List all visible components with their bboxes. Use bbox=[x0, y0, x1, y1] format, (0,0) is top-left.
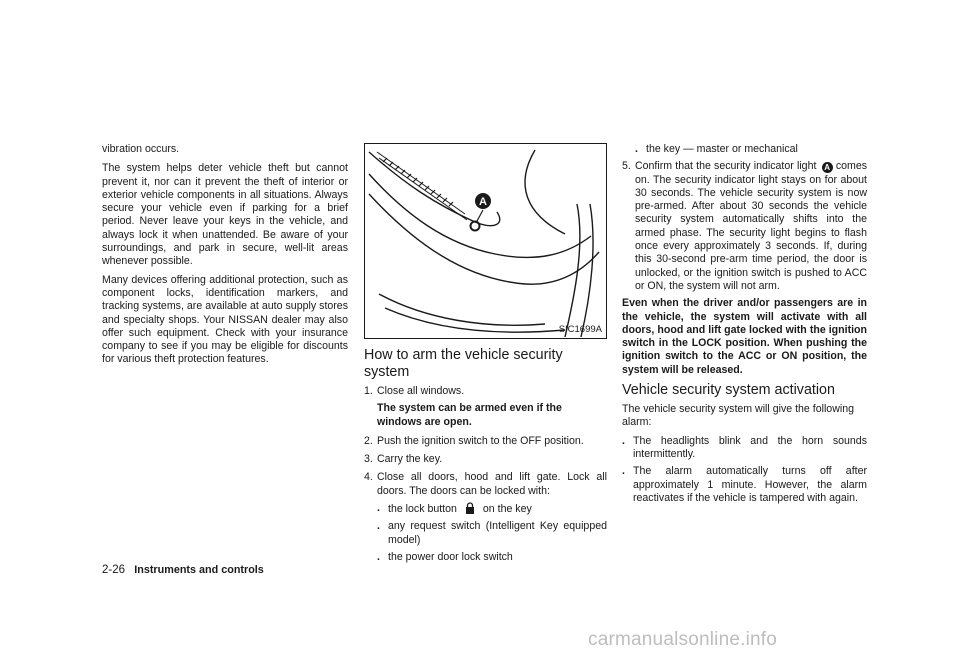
middle-column bbox=[364, 143, 607, 568]
step-1: 1. Close all windows. bbox=[364, 385, 465, 397]
indicator-light bbox=[471, 222, 480, 231]
list-item: . the key — master or mechanical bbox=[635, 143, 798, 155]
list-item: . the lock button on the key bbox=[377, 502, 532, 516]
list-item: . the power door lock switch bbox=[377, 550, 513, 563]
list-item: . The headlights blink and the horn sounds intermittently. bbox=[622, 434, 867, 460]
callout-label: A bbox=[479, 196, 487, 208]
right-column bbox=[622, 143, 867, 509]
paragraph-deterrence: The system helps deter vehicle theft but cannot prevent it, nor can it prevent the theft of interior or exterior vehicle components in all situations. Always secure your vehicle even if parking for a brief period. Never leave your keys in the vehicle, and always lock it when unattended. Be aware of your surroundings, and park in secure, well-lit areas whenever possible. bbox=[102, 162, 348, 268]
page-footer bbox=[102, 564, 264, 576]
figure-code: SIC1699A bbox=[558, 323, 602, 335]
list-item: . The alarm automatically turns off after approximately 1 minute. However, the alarm reactivates if the vehicle is tampered with again. bbox=[622, 465, 867, 504]
lock-icon bbox=[463, 502, 477, 514]
activation-warning: Even when the driver and/or passengers are in the vehicle, the system will activate with all doors, hood and lift gate locked with the ignition switch in the LOCK position. When pushing the ignition switch to the ACC or ON position, the system will be released. bbox=[622, 297, 867, 376]
step-2: 2. Push the ignition switch to the OFF position. bbox=[364, 434, 584, 447]
dashboard-illustration bbox=[365, 144, 605, 337]
arm-section-heading: How to arm the vehicle security system bbox=[364, 347, 563, 380]
left-column bbox=[102, 143, 348, 372]
list-item: . any request switch (Intelligent Key equipped model) bbox=[377, 520, 607, 546]
activation-intro: The vehicle security system will give the following alarm: bbox=[622, 403, 854, 429]
watermark: carmanualsonline.info bbox=[588, 629, 778, 650]
paragraph-continuation: vibration occurs. bbox=[102, 143, 180, 155]
step-5: 5. Confirm that the security indicator light A comes on. The security indicator light stays on for about 30 seconds. The vehicle security system is now pre-armed. After about 30 seconds the vehicle security system automatically shifts into the armed phase. The security light begins to flash once every approximately 3 seconds. If, during this 30-second pre-arm time period, the door is unlocked, or the ignition switch is pushed to ACC or ON, the system will not arm. bbox=[622, 160, 868, 292]
activation-section-heading: Vehicle security system activation bbox=[622, 382, 835, 399]
callout-a-badge: A bbox=[822, 162, 833, 173]
page-number: 2-26 bbox=[102, 564, 126, 576]
step-4: 4. Close all doors, hood and lift gate. Lock all doors. The doors can be locked with: bbox=[364, 471, 607, 497]
security-indicator-figure bbox=[364, 143, 607, 339]
step-3: 3. Carry the key. bbox=[364, 453, 443, 466]
paragraph-devices: Many devices offering additional protection, such as component locks, identification markers, and tracking systems, are available at auto supply stores and specialty shops. Your NISSAN dealer may also offer such equipment. Check with your insurance company to see if you may be eligible for discounts for various theft protection features. bbox=[102, 273, 348, 366]
step-1-note: The system can be armed even if the windows are open. bbox=[377, 402, 562, 428]
section-title: Instruments and controls bbox=[134, 564, 264, 576]
